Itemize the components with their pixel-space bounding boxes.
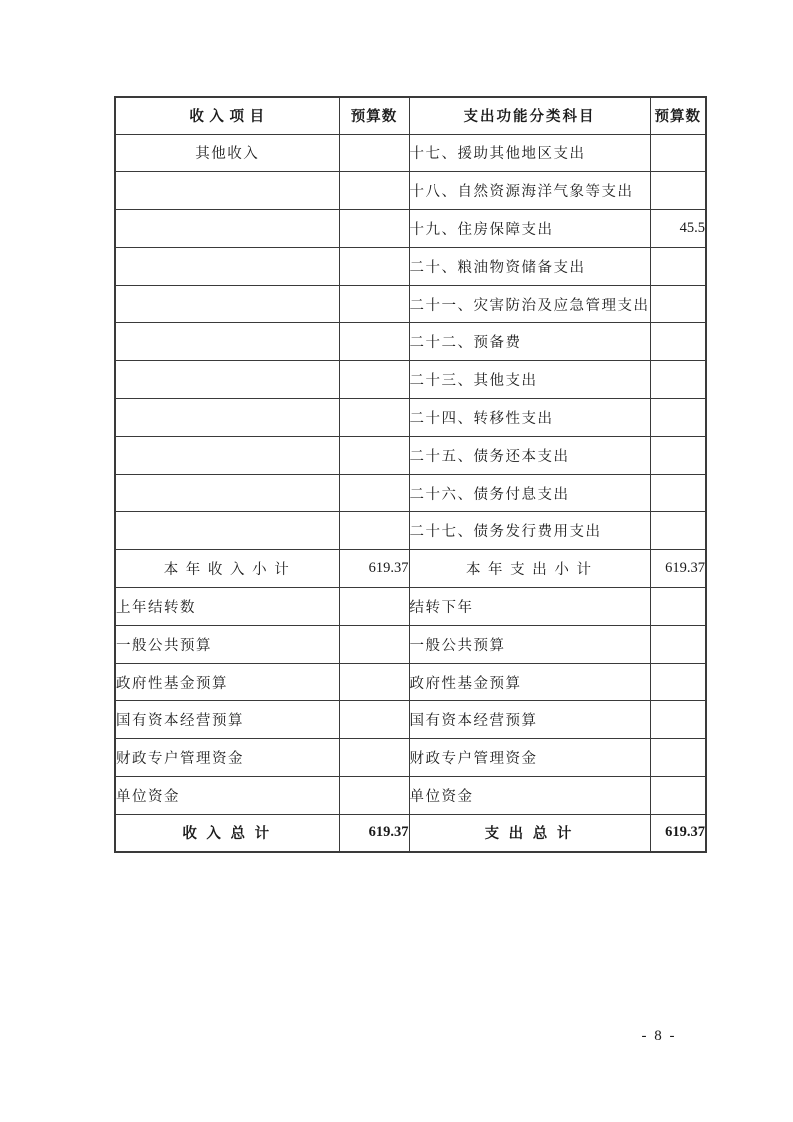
income-budget-cell [339, 285, 409, 323]
table-row [115, 134, 706, 172]
expense-item-cell: 二十三、其他支出 [409, 361, 650, 399]
expense-item-cell: 十九、住房保障支出 [409, 210, 650, 248]
expense-item-cell: 二十七、债务发行费用支出 [409, 512, 650, 550]
table-row [115, 512, 706, 550]
income-item-cell: 财政专户管理资金 [115, 739, 339, 777]
table-row [115, 663, 706, 701]
expense-item-cell: 财政专户管理资金 [409, 739, 650, 777]
expense-budget-cell [650, 512, 706, 550]
page-number: - 8 - [641, 1028, 677, 1044]
income-item-cell [115, 436, 339, 474]
expense-budget-cell [650, 361, 706, 399]
income-item-cell [115, 247, 339, 285]
table-row [115, 701, 706, 739]
table-row [115, 550, 706, 588]
expense-item-cell: 二十二、预备费 [409, 323, 650, 361]
income-budget-header: 预算数 [339, 97, 409, 134]
expense-budget-cell [650, 172, 706, 210]
income-budget-cell [339, 663, 409, 701]
expense-budget-cell: 45.5 [650, 210, 706, 248]
income-item-cell [115, 474, 339, 512]
expense-budget-cell: 619.37 [650, 550, 706, 588]
income-budget-cell: 619.37 [339, 550, 409, 588]
expense-budget-cell [650, 663, 706, 701]
income-item-cell: 本 年 收 入 小 计 [115, 550, 339, 588]
expense-item-cell: 国有资本经营预算 [409, 701, 650, 739]
table-row [115, 210, 706, 248]
table-row [115, 172, 706, 210]
income-budget-cell [339, 701, 409, 739]
income-budget-cell [339, 172, 409, 210]
expense-budget-cell [650, 134, 706, 172]
expense-item-cell: 单位资金 [409, 777, 650, 815]
expense-budget-cell [650, 285, 706, 323]
income-budget-cell [339, 474, 409, 512]
expense-budget-cell: 619.37 [650, 814, 706, 852]
expense-budget-cell [650, 701, 706, 739]
income-item-cell [115, 285, 339, 323]
income-budget-cell [339, 739, 409, 777]
table-row [115, 323, 706, 361]
expense-budget-cell [650, 739, 706, 777]
table-row [115, 474, 706, 512]
expense-item-cell: 十八、自然资源海洋气象等支出 [409, 172, 650, 210]
table-row [115, 247, 706, 285]
income-item-cell: 一般公共预算 [115, 625, 339, 663]
income-budget-cell [339, 399, 409, 437]
expense-item-cell: 二十六、债务付息支出 [409, 474, 650, 512]
income-item-cell: 政府性基金预算 [115, 663, 339, 701]
income-item-cell [115, 512, 339, 550]
expense-item-cell: 二十四、转移性支出 [409, 399, 650, 437]
income-item-cell: 上年结转数 [115, 588, 339, 626]
income-budget-cell [339, 588, 409, 626]
table-row [115, 436, 706, 474]
income-budget-cell: 619.37 [339, 814, 409, 852]
table-row [115, 814, 706, 852]
income-item-cell: 国有资本经营预算 [115, 701, 339, 739]
income-item-cell [115, 323, 339, 361]
income-item-cell [115, 399, 339, 437]
expense-budget-cell [650, 323, 706, 361]
income-budget-cell [339, 210, 409, 248]
table-row [115, 777, 706, 815]
expense-budget-cell [650, 399, 706, 437]
expense-item-cell: 本 年 支 出 小 计 [409, 550, 650, 588]
table-header-row [115, 97, 706, 134]
table-row [115, 285, 706, 323]
income-budget-cell [339, 512, 409, 550]
table-row [115, 399, 706, 437]
expense-item-cell: 结转下年 [409, 588, 650, 626]
income-item-cell: 收 入 总 计 [115, 814, 339, 852]
income-item-cell: 单位资金 [115, 777, 339, 815]
table-row [115, 588, 706, 626]
expense-item-cell: 支 出 总 计 [409, 814, 650, 852]
expense-budget-cell [650, 625, 706, 663]
income-budget-cell [339, 625, 409, 663]
table-row [115, 361, 706, 399]
income-item-cell [115, 210, 339, 248]
table-row [115, 739, 706, 777]
expense-item-cell: 政府性基金预算 [409, 663, 650, 701]
expense-budget-cell [650, 474, 706, 512]
expense-category-header: 支出功能分类科目 [409, 97, 650, 134]
income-budget-cell [339, 323, 409, 361]
expense-item-cell: 十七、援助其他地区支出 [409, 134, 650, 172]
income-budget-cell [339, 361, 409, 399]
expense-budget-cell [650, 588, 706, 626]
budget-table [114, 96, 707, 853]
table-row [115, 625, 706, 663]
income-budget-cell [339, 134, 409, 172]
income-budget-cell [339, 247, 409, 285]
income-items-header: 收 入 项 目 [115, 97, 339, 134]
expense-item-cell: 二十五、债务还本支出 [409, 436, 650, 474]
expense-budget-cell [650, 436, 706, 474]
expense-budget-header: 预算数 [650, 97, 706, 134]
income-budget-cell [339, 777, 409, 815]
income-budget-cell [339, 436, 409, 474]
income-item-cell [115, 361, 339, 399]
expense-budget-cell [650, 777, 706, 815]
expense-item-cell: 二十一、灾害防治及应急管理支出 [409, 285, 650, 323]
income-item-cell [115, 172, 339, 210]
expense-item-cell: 二十、粮油物资储备支出 [409, 247, 650, 285]
expense-budget-cell [650, 247, 706, 285]
income-item-cell: 其他收入 [115, 134, 339, 172]
expense-item-cell: 一般公共预算 [409, 625, 650, 663]
